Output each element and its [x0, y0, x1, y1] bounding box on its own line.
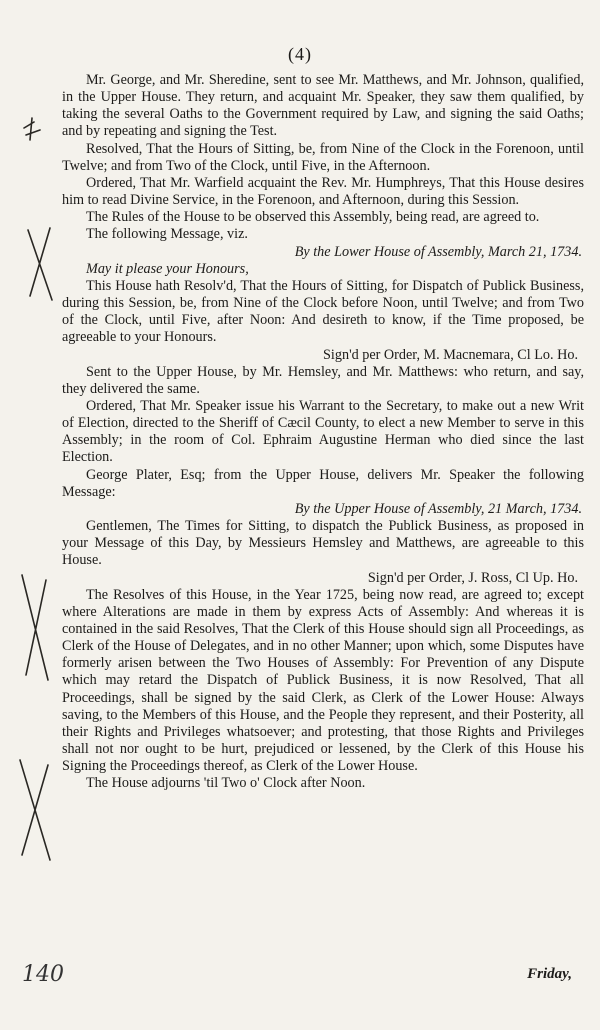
paragraph-sent-upper-house: Sent to the Upper House, by Mr. Hemsley, and Mr. Matthews: who return, and say, they delivered the same. — [62, 363, 584, 397]
margin-cross-3 — [20, 760, 50, 860]
margin-cross-1 — [28, 228, 52, 300]
document-body — [62, 72, 584, 793]
paragraph-writ-of-election: Ordered, That Mr. Speaker issue his Warrant to the Secretary, to make out a new Writ of Election, directed to the Sheriff of Cæcil County, to elect a new Member to serve in this Assembly; in the room of Col. Ephraim Augustine Herman who died since the last Election. — [62, 397, 584, 466]
message-salutation: May it please your Honours, — [86, 260, 249, 277]
message-heading-lower-house: By the Lower House of Assembly, March 21, 1734. — [294, 243, 582, 260]
paragraph-hours-resolved: Resolved, That the Hours of Sitting, be, from Nine of the Clock in the Forenoon, until Twelve; and from Two of the Clock, until Five, in the Afternoon. — [62, 140, 584, 174]
margin-tick-mark — [24, 118, 40, 140]
margin-cross-2 — [22, 575, 48, 680]
paragraph-divine-service: Ordered, That Mr. Warfield acquaint the Rev. Mr. Humphreys, That this House desires him to read Divine Service, in the Forenoon, and Afternoon, during this Session. — [62, 174, 584, 209]
paragraph-resolves: The Resolves of this House, in the Year 1725, being now read, are agreed to; except where Alterations are made in them by express Acts of Assembly: And whereas it is contained in the said Resolves, That the Clerk of this House should sign all Proceedings, as Clerk of the House of Delegates, and in no other Manner; upon which, some Disputes have formerly arisen between the Two Houses of Assembly: For Prevention of any Dispute which may retard the Dispatch of Publick Business, it is now Resolved, That all Proceedings, shall be signed by the said Clerk, as Clerk of the Lower House: Always saving, to the Members of this House, and the People they represent, and their Posterity, all their Rights and Privileges whatsoever; and protesting, that those Rights and Privileges shall not nor ought to be hurt, prejudiced or lessened, by the Clerk of this House his Signing the Proceedings thereof, as Clerk of the Lower House. — [62, 586, 584, 775]
paragraph-adjourn: The House adjourns 'til Two o' Clock after Noon. — [86, 775, 366, 792]
message-body-lower-house: This House hath Resolv'd, That the Hours of Sitting, for Dispatch of Publick Business, during this Session, be, from Nine of the Clock before Noon, until Twelve; and from Two of the Clock, until Five, after Noon: And desireth to know, if the Time proposed, be agreeable to your Honours. — [62, 277, 584, 346]
margin-handwritten-number: 140 — [22, 962, 64, 987]
paragraph-following-message: The following Message, viz. — [86, 226, 248, 243]
page-number: (4) — [288, 44, 312, 64]
message-heading-upper-house: By the Upper House of Assembly, 21 March, 1734. — [294, 500, 582, 517]
paragraph-rules: The Rules of the House to be observed this Assembly, being read, are agreed to. — [86, 209, 540, 226]
message-body-upper-house: Gentlemen, The Times for Sitting, to dispatch the Publick Business, as proposed in your Message of this Day, by Messieurs Hemsley and Matthews, are agreeable to this House. — [62, 518, 584, 569]
catchword: Friday, — [527, 966, 572, 982]
paragraph-plater-message: George Plater, Esq; from the Upper House, delivers Mr. Speaker the following Message: — [62, 466, 584, 500]
margin-annotation-marks — [0, 0, 60, 1030]
signature-upper-house: Sign'd per Order, J. Ross, Cl Up. Ho. — [367, 569, 578, 586]
signature-lower-house: Sign'd per Order, M. Macnemara, Cl Lo. Ho. — [323, 346, 578, 363]
paragraph-qualification: Mr. George, and Mr. Sheredine, sent to see Mr. Matthews, and Mr. Johnson, qualified, in the Upper House. They return, and acquaint Mr. Speaker, they saw them qualified, by taking the several Oaths to the Government required by Law, and signing the said Oaths; and by repeating and signing the Test. — [62, 72, 584, 140]
